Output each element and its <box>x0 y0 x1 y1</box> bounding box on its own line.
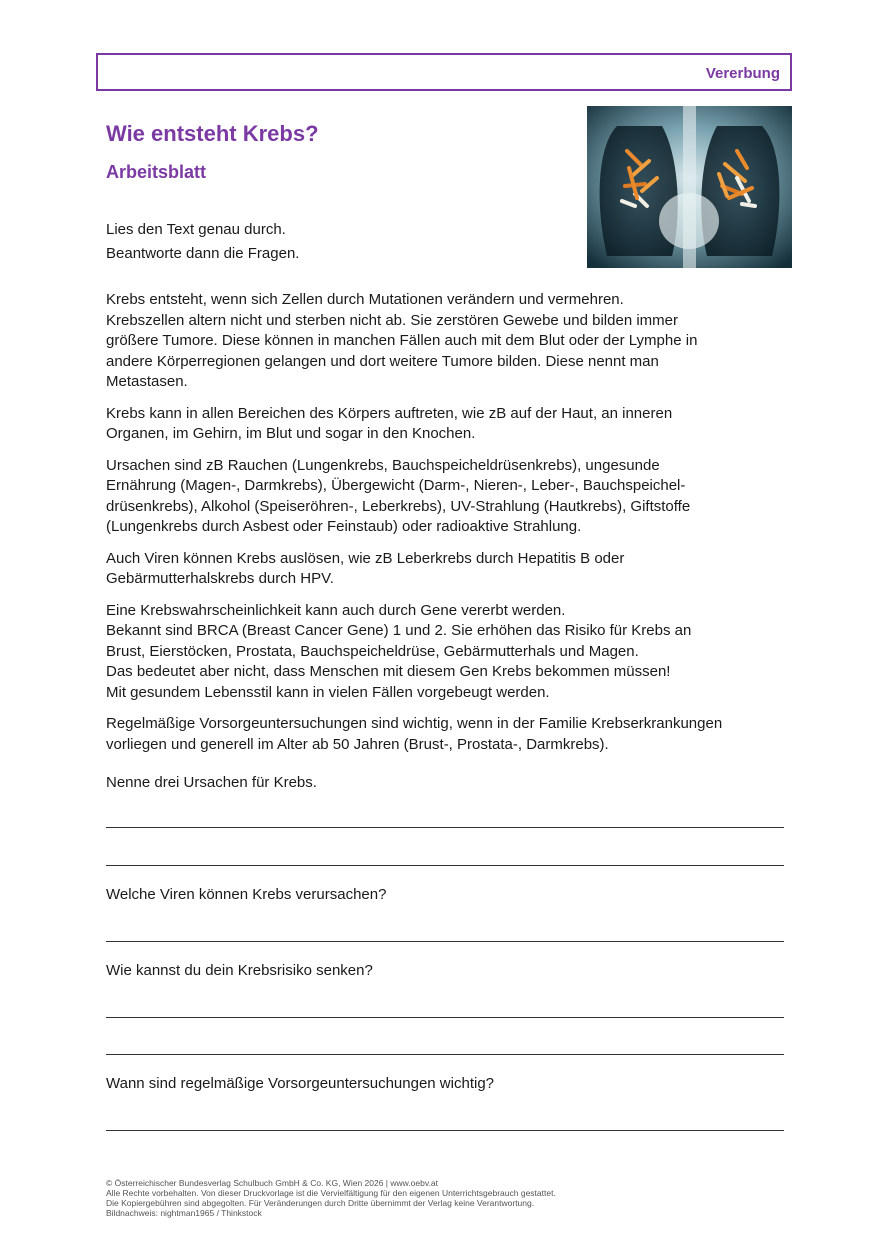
paragraph-1 <box>106 290 790 393</box>
text-line: Regelmäßige Vorsorgeuntersuchungen sind wichtig, wenn in der Familie Krebserkrankungen <box>106 715 723 732</box>
text-line: Krebs entsteht, wenn sich Zellen durch Mutationen verändern und vermehren. <box>106 291 624 308</box>
text-line: Krebszellen altern nicht und sterben nicht ab. Sie zerstören Gewebe und bilden immer <box>106 311 678 329</box>
text-line: vorliegen und generell im Alter ab 50 Jahren (Brust-, Prostata-, Darmkrebs). <box>106 735 609 753</box>
text-line: Auch Viren können Krebs auslösen, wie zB Leberkrebs durch Hepatitis B oder <box>106 549 625 567</box>
text-line: größere Tumore. Diese können in manchen Fällen auch mit dem Blut oder der Lymphe in <box>106 332 698 349</box>
header-box <box>96 53 792 91</box>
paragraph-5 <box>106 601 790 704</box>
xray-image-graphic <box>587 106 792 268</box>
text-line: andere Körperregionen gelangen und dort weitere Tumore bilden. Diese nennt man <box>106 352 659 370</box>
text-line: (Lungenkrebs durch Asbest oder Feinstaub) oder radioaktive Strahlung. <box>106 518 582 535</box>
question-1: Nenne drei Ursachen für Krebs. <box>106 774 317 791</box>
paragraph-4 <box>106 549 790 590</box>
footer-line: Bildnachweis: nightman1965 / Thinkstock <box>106 1208 262 1218</box>
answer-line[interactable] <box>106 1054 784 1055</box>
text-line: Organen, im Gehirn, im Blut und sogar in den Knochen. <box>106 425 476 442</box>
footer <box>106 1178 556 1218</box>
xray-lungs-cigarettes-image <box>587 106 792 268</box>
paragraph-2 <box>106 404 790 445</box>
section-label: Vererbung <box>705 65 780 82</box>
text-line: Gebärmutterhalskrebs durch HPV. <box>106 570 334 587</box>
answer-line[interactable] <box>106 941 784 942</box>
body-text <box>106 290 790 766</box>
answer-line[interactable] <box>106 1017 784 1018</box>
answer-line[interactable] <box>106 865 784 866</box>
question-2: Welche Viren können Krebs verursachen? <box>106 886 387 903</box>
instructions <box>106 218 299 266</box>
text-line: Brust, Eierstöcken, Prostata, Bauchspeicheldrüse, Gebärmutterhals und Magen. <box>106 642 639 660</box>
text-line: Ursachen sind zB Rauchen (Lungenkrebs, Bauchspeicheldrüsenkrebs), ungesunde <box>106 456 660 474</box>
page-subtitle: Arbeitsblatt <box>106 162 207 182</box>
footer-line: Alle Rechte vorbehalten. Von dieser Druckvorlage ist die Vervielfältigung für den eigenen Unterrichtsgebrauch gestattet. <box>106 1188 556 1198</box>
question-4: Wann sind regelmäßige Vorsorgeuntersuchungen wichtig? <box>106 1075 495 1092</box>
text-line: Bekannt sind BRCA (Breast Cancer Gene) 1 und 2. Sie erhöhen das Risiko für Krebs an <box>106 622 692 639</box>
paragraph-6 <box>106 714 790 755</box>
instruction-line: Beantworte dann die Fragen. <box>106 245 300 262</box>
text-line: drüsenkrebs), Alkohol (Speiseröhren-, Leberkrebs), UV-Strahlung (Hautkrebs), Giftstoffe <box>106 497 691 515</box>
paragraph-3 <box>106 456 790 538</box>
text-line: Ernährung (Magen-, Darmkrebs), Übergewicht (Darm-, Nieren-, Leber-, Bauchspeichel- <box>106 477 686 494</box>
footer-line: © Österreichischer Bundesverlag Schulbuch GmbH & Co. KG, Wien 2026 | www.oebv.at <box>106 1178 438 1188</box>
instruction-line: Lies den Text genau durch. <box>106 221 286 238</box>
question-3: Wie kannst du dein Krebsrisiko senken? <box>106 962 373 979</box>
page-title: Wie entsteht Krebs? <box>106 121 319 146</box>
text-line: Eine Krebswahrscheinlichkeit kann auch durch Gene vererbt werden. <box>106 601 566 619</box>
answer-line[interactable] <box>106 827 784 828</box>
text-line: Metastasen. <box>106 373 188 390</box>
footer-line: Die Kopiergebühren sind abgegolten. Für Veränderungen durch Dritte übernimmt der Verlag keine Verantwortung. <box>106 1198 535 1208</box>
answer-line[interactable] <box>106 1130 784 1131</box>
text-line: Mit gesundem Lebensstil kann in vielen Fällen vorgebeugt werden. <box>106 683 550 701</box>
text-line: Krebs kann in allen Bereichen des Körpers auftreten, wie zB auf der Haut, an inneren <box>106 404 673 422</box>
text-line: Das bedeutet aber nicht, dass Menschen mit diesem Gen Krebs bekommen müssen! <box>106 663 671 680</box>
